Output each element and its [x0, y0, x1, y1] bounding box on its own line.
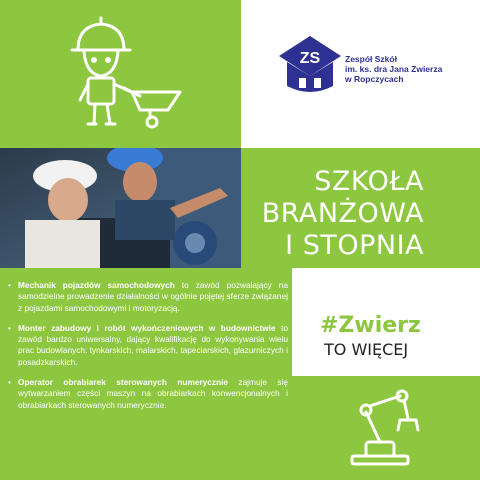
hashtag: #Zwierz — [320, 313, 421, 338]
school-name-line-1: Zespół Szkół — [345, 54, 397, 64]
profession-name: Monter zabudowy i robót wykończeniowych w budownictwie — [18, 322, 276, 333]
profession-item — [8, 323, 288, 368]
title-tile — [241, 148, 480, 268]
profession-item — [8, 377, 288, 411]
title-line-1: SZKOŁA — [314, 166, 424, 197]
profession-description: zajmuje się wytwarzaniem części maszyn na obrabiarkach konwencjonalnych i obrabiarkach sterowanych numerycznie. — [18, 377, 288, 410]
school-emblem-icon — [277, 34, 343, 100]
profession-name: Mechanik pojazdów samochodowych — [18, 280, 175, 290]
school-name-line-2: im. ks. dra Jana Zwierza — [345, 64, 443, 74]
profession-name: Operator obrabiarek sterowanych numerycznie — [18, 377, 229, 388]
profession-description: to zawód pozwalający na samodzielne prowadzenie działalności w ogólnie pojętej sferze związanej z pojazdami samochodowymi i motoryzacją. — [18, 280, 288, 313]
worker-tile — [0, 0, 241, 148]
professions-list — [8, 280, 288, 420]
title-line-3: I STOPNIA — [285, 230, 424, 261]
profession-item — [8, 280, 288, 314]
svg-text:ZS: ZS — [299, 50, 321, 67]
workshop-photo — [0, 148, 241, 268]
slogan-tile — [292, 268, 480, 376]
profession-description: to zawód bardzo uniwersalny, dający kwalifikację do wykonywania wielu prac budowlanych: tynkarskich, malarskich, tapeciarskich, glazurniczych i posadzkarskich. — [18, 322, 288, 367]
workshop-photo-illustration — [0, 148, 241, 268]
school-name — [345, 54, 442, 84]
robotic-arm-icon — [292, 376, 480, 480]
title-line-2: BRANŻOWA — [261, 198, 424, 229]
slogan-tagline: TO WIĘCEJ — [324, 340, 409, 359]
robot-tile — [292, 376, 480, 480]
professions-tile — [0, 268, 292, 480]
school-logo-tile — [241, 0, 480, 148]
worker-with-wheelbarrow-icon — [0, 0, 241, 148]
school-name-line-3: w Ropczycach — [345, 74, 404, 84]
